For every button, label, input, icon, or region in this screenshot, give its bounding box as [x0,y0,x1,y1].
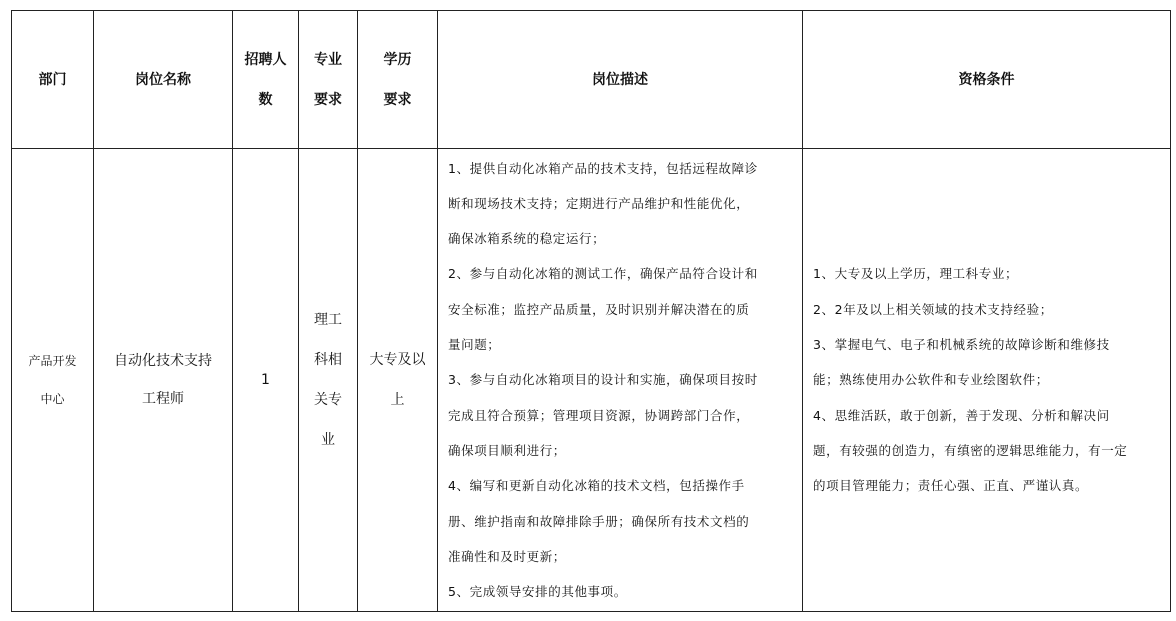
table-row [12,149,1171,612]
header-row [12,11,1171,149]
cell-position [94,149,233,612]
header-education [358,11,438,149]
text-line: 安全标准；监控产品质量，及时识别并解决潜在的质 [448,301,750,317]
text-line: 量问题； [448,337,501,353]
cell-education [358,149,438,612]
text-line: 部门 [38,71,67,88]
text-line: 业 [321,432,335,448]
text-line: 3、掌握电气、电子和机械系统的故障诊断和维修技 [813,337,1110,353]
text-line: 专业 [314,51,342,68]
text-line: 完成且符合预算；管理项目资源，协调跨部门合作， [448,407,750,423]
text-line: 2、参与自动化冰箱的测试工作，确保产品符合设计和 [448,266,758,282]
text-line: 1、提供自动化冰箱产品的技术支持，包括远程故障诊 [448,160,758,176]
header-position [94,11,233,149]
text-line: 4、编写和更新自动化冰箱的技术文档，包括操作手 [448,478,745,494]
text-line: 的项目管理能力；责任心强、正直、严谨认真。 [813,478,1089,494]
text-line: 册、维护指南和故障排除手册；确保所有技术文档的 [448,513,750,529]
cell-qualification [803,149,1171,612]
header-major [299,11,358,149]
cell-major [299,149,358,612]
header-count [233,11,299,149]
text-line: 3、参与自动化冰箱项目的设计和实施，确保项目按时 [448,372,758,388]
text-line: 4、思维活跃，敢于创新，善于发现、分析和解决问 [813,407,1110,423]
text-line: 上 [390,392,405,408]
text-line: 1、大专及以上学历，理工科专业； [813,266,1019,282]
header-dept [12,11,94,149]
text-line: 断和现场技术支持；定期进行产品维护和性能优化， [448,195,750,211]
text-line: 要求 [383,91,412,108]
header-description [438,11,803,149]
text-line: 确保项目顺利进行； [448,442,566,458]
text-line: 5、完成领导安排的其他事项。 [448,584,627,600]
text-line: 能；熟练使用办公软件和专业绘图软件； [813,372,1049,388]
job-table [11,10,1171,612]
text-line: 题，有较强的创造力，有缜密的逻辑思维能力，有一定 [813,442,1128,458]
cell-count: 1 [233,149,299,612]
text-line: 准确性和及时更新； [448,548,566,564]
text-line: 学历 [383,51,412,68]
header-qualification [803,11,1171,149]
text-line: 岗位描述 [592,71,648,88]
text-line: 关专 [314,392,342,408]
text-line: 资格条件 [958,71,1015,88]
text-line: 理工 [314,312,342,328]
text-line: 确保冰箱系统的稳定运行； [448,231,606,247]
text-line: 产品开发 [28,354,77,368]
cell-dept [12,149,94,612]
cell-description [438,149,803,612]
text-line: 科相 [314,352,342,368]
text-line: 工程师 [142,391,184,407]
text-line: 大专及以 [369,352,426,368]
text-line: 招聘人 [244,51,287,68]
text-line: 中心 [40,392,65,406]
text-line: 岗位名称 [135,71,191,88]
text-line: 自动化技术支持 [114,353,212,369]
text-line: 2、2年及以上相关领域的技术支持经验； [813,301,1053,317]
text-line: 数 [258,91,273,108]
text-line: 要求 [314,91,342,108]
